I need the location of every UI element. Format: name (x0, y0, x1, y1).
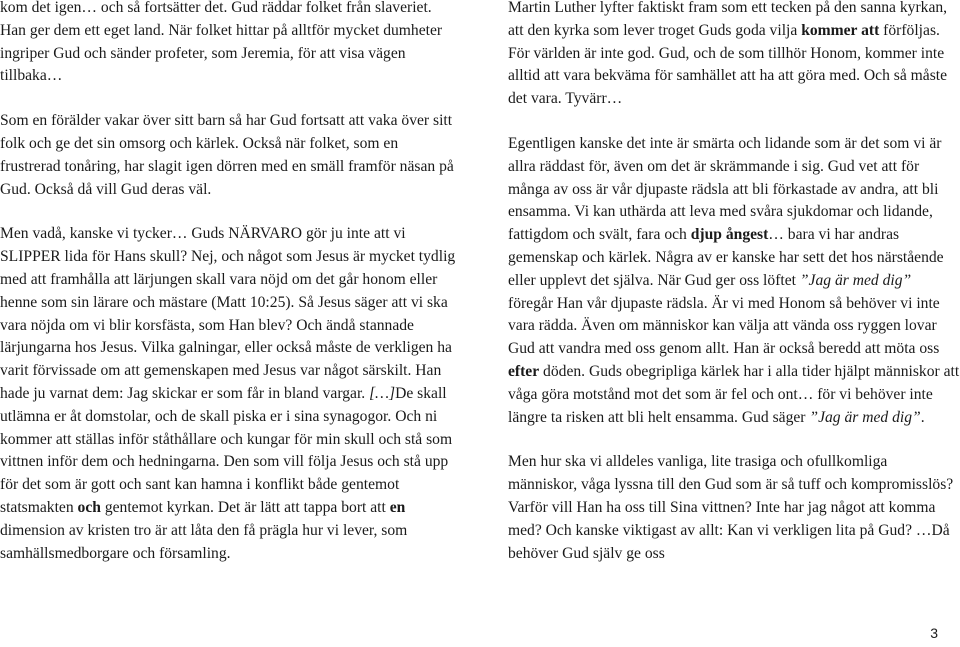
paragraph-left-1: kom det igen… och så fortsätter det. Gud räddar folket från slaveriet. Han ger dem ett eget land. När folket hittar på alltför mycket dumheter ingriper Gud och sänder profeter, som Jeremia, för att visa vägen tillbaka… (0, 0, 443, 85)
text-run: Men vadå, kanske vi tycker… Guds NÄRVARO gör ju inte att vi SLIPPER lida för Hans skull? Nej, och något som Jesus är mycket tydlig med att framhålla att lärjungen skall vara nöjd om det går honom eller henne som sin lärare och mästare (Matt 10:25). Så Jesus säger att vi ska vara nöjda om vi blir korsfästa, som Han blev? Och ändå stannade lärjungarna hos Jesus. Vilka galningar, eller också måste de verkligen ha varit förvissade om att gemenskapen med Jesus var något särskilt. Han hade ju varnat dem: Jag skickar er som får in bland vargar. (0, 225, 456, 402)
text-run: De skall utlämna er åt domstolar, och de skall piska er i sina synagogor. Och ni kommer att ställas inför ståthållare och kungar för min skull och stå som vittnen inför dem och hedningarna. Den som vill följa Jesus och stå upp för det som är gott och sant kan hamna i konflikt både gentemot statsmakten (0, 384, 453, 516)
left-column (0, 0, 460, 565)
text-run: gentemot kyrkan. Det är lätt att tappa bort att (100, 498, 390, 516)
ellipsis-bracket: […] (369, 384, 396, 402)
italic-quote: ”Jag är med dig” (799, 271, 912, 289)
paragraph-right-3: Men hur ska vi alldeles vanliga, lite trasiga och ofullkomliga människor, våga lyssna till den Gud som är så tuff och kompromisslös? Varför vill Han ha oss till Sina vittnen? Inte har jag något att komma med? Och kanske viktigast av allt: Kan vi verkligen lita på Gud? …Då behöver Gud själv ge oss (508, 453, 954, 562)
right-column (508, 0, 960, 565)
paragraph-right-2 (508, 133, 960, 429)
page-number: 3 (930, 625, 938, 642)
text-run: förföljas. För världen är inte god. Gud, och de som tillhör Honom, kommer inte alltid att vara bekväma för samhället att ha att göra med. Och så måste det vara. Tyvärr… (508, 21, 948, 108)
text-run: Egentligen kanske det inte är smärta och lidande som är det som vi är allra räddast för, även om det är skrämmande i sig. Gud vet att för många av oss är vår djupaste rädsla att bli förkastade av andra, att bli ensamma. Vi kan uthärda att leva med svåra sjukdomar och lidande, fattigdom och svält, fara och (508, 134, 942, 244)
bold-phrase: djup ångest (690, 226, 769, 244)
paragraph-right-1 (508, 0, 960, 111)
paragraph-left-3 (0, 223, 460, 565)
text-run: … bara vi har andras gemenskap och kärlek. Några av er kanske har sett det hos närstående eller upplevt det själva. När Gud ger oss löftet (508, 226, 944, 289)
bold-phrase: kommer att (801, 21, 880, 39)
bold-word: och (77, 498, 101, 516)
text-run: . (920, 408, 925, 426)
text-run: dimension av kristen tro är att låta den få prägla hur vi lever, som samhällsmedborgare och församling. (0, 521, 408, 562)
paragraph-left-2: Som en förälder vakar över sitt barn så har Gud fortsatt att vaka över sitt folk och ge det sin omsorg och kärlek. Också när folket, som en frustrerad tonåring, har slagit igen dörren med en smäll framför näsan på Gud. Också då vill Gud deras väl. (0, 112, 454, 198)
bold-word: efter (508, 362, 540, 380)
italic-quote: ”Jag är med dig” (809, 408, 921, 426)
text-run: föregår Han vår djupaste rädsla. Är vi med Honom så behöver vi inte vara rädda. Även om människor kan välja att vända oss ryggen lovar Gud att vandra med oss genom allt. Han är också beredd att möta oss (508, 294, 940, 358)
text-run: döden. Guds obegripliga kärlek har i alla tider hjälpt människor att våga göra motstånd mot det som är fel och ont… för vi behöver inte längre ta risken att bli helt ensamma. Gud säger (508, 362, 960, 426)
text-run: Martin Luther lyfter faktiskt fram som ett tecken på den sanna kyrkan, att den kyrka som lever troget Guds goda vilja (508, 0, 948, 39)
bold-word: en (389, 498, 406, 516)
